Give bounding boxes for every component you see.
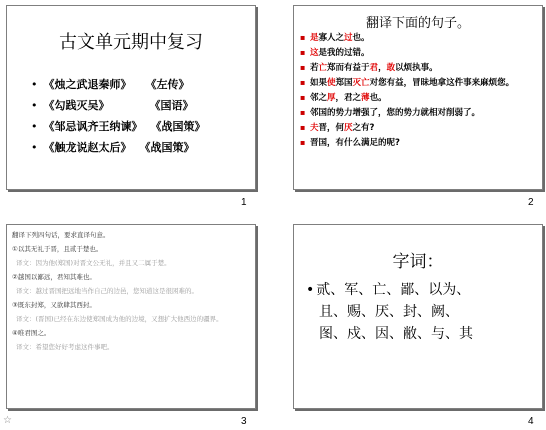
slide-thumbnail-2[interactable] <box>293 5 543 190</box>
sentence-text: 邻国的势力增强了，您的势力就相对削弱了。 <box>310 108 481 118</box>
translation-4: 译文：希望您好好考虑这件事吧。 <box>16 343 114 351</box>
slide4-vocab: • 贰、军、亡、鄙、以为、 且、赐、厌、封、阙、 图、戍、因、敝、与、其 <box>306 282 473 342</box>
highlighted-word: 厚 <box>327 93 336 103</box>
sentence-item <box>300 122 538 134</box>
slide3-heading: 翻译下列四句话，要求直译句意。 <box>12 231 110 239</box>
highlighted-word: 薄 <box>361 93 370 103</box>
sentence-text: 如果 <box>310 78 328 88</box>
sentence-text: 之有? <box>352 123 375 133</box>
sentence-text: ， <box>378 63 387 73</box>
slide-number-3: 3 <box>241 416 247 427</box>
slide2-sentence-list <box>300 32 538 152</box>
highlighted-word: 厌 <box>344 123 353 133</box>
slide1-title: 古文单元期中复习 <box>59 32 203 53</box>
sentence-item <box>300 77 538 89</box>
slide-number-4: 4 <box>528 416 534 427</box>
question-1: ①以其无礼于晋，且贰于楚也。 <box>12 245 103 253</box>
highlighted-word: 灭亡 <box>352 78 370 88</box>
highlighted-word: 使 <box>327 78 336 88</box>
sentence-text: 也。 <box>369 93 387 103</box>
question-4: ④唯君图之。 <box>12 329 51 337</box>
sentence-text: ，君之 <box>335 93 362 103</box>
translation-1: 译文：因为他(郑国)对晋文公无礼，并且又二属于楚。 <box>16 259 171 267</box>
highlighted-word: 亡 <box>318 63 328 73</box>
list-item: • 《邹忌讽齐王纳谏》 《战国策》 <box>31 116 206 137</box>
slide1-book-list <box>31 74 206 158</box>
slide-thumbnail-1[interactable] <box>6 5 256 190</box>
highlighted-word: 夫 <box>310 123 319 133</box>
highlighted-word: 君 <box>369 63 379 73</box>
sentence-item <box>300 62 538 74</box>
sentence-text: 晋，何 <box>318 123 345 133</box>
sentence-item <box>300 47 538 59</box>
slide3-content <box>12 231 250 357</box>
highlighted-word: 敢 <box>386 63 396 73</box>
sentence-text: 对您有益，冒昧地拿这件事来麻烦您。 <box>369 78 515 88</box>
sentence-text: 郑而有益于 <box>327 63 370 73</box>
slide2-title: 翻译下面的句子。 <box>365 16 470 31</box>
sentence-item <box>300 137 538 149</box>
sentence-item <box>300 32 538 44</box>
list-item: • 《勾践灭吴》 《国语》 <box>31 95 206 116</box>
slide-thumbnail-4[interactable] <box>293 224 543 409</box>
highlighted-word: 是 <box>310 33 319 43</box>
slide-number-1: 1 <box>241 197 247 208</box>
list-item: • 《触龙说赵太后》 《战国策》 <box>31 137 206 158</box>
sentence-text: 是我的过错。 <box>318 48 370 58</box>
list-item: • 《烛之武退秦师》 《左传》 <box>31 74 206 95</box>
slide-number-2: 2 <box>528 197 534 208</box>
bullet-icon: • <box>306 282 315 298</box>
question-2: ②越国以鄙远，君知其难也。 <box>12 273 96 281</box>
sentence-item <box>300 107 538 119</box>
highlighted-word: 这 <box>310 48 319 58</box>
sentence-text: 若 <box>310 63 319 73</box>
sentence-text: 晋国，有什么满足的呢? <box>310 138 400 148</box>
sentence-text: 寡人之 <box>318 33 345 43</box>
sentence-text: 也。 <box>352 33 370 43</box>
question-3: ③既东封郑，又欲肆其西封。 <box>12 301 96 309</box>
translation-2: 译文：越过晋国把远地当作自己的边邑，您知道这是很困难的。 <box>16 287 198 295</box>
sentence-item <box>300 92 538 104</box>
slide-thumbnail-3[interactable] <box>6 224 256 409</box>
highlighted-word: 过 <box>344 33 353 43</box>
translation-3: 译文：(晋国)已经在东边使郑国成为他的边境，又想扩大他西边的疆界。 <box>16 315 223 323</box>
sentence-text: 以烦执事。 <box>395 63 438 73</box>
sentence-text: 邻之 <box>310 93 328 103</box>
sentence-text: 郑国 <box>335 78 353 88</box>
slide4-title: 字词： <box>392 252 444 272</box>
star-icon: ☆ <box>3 415 12 426</box>
